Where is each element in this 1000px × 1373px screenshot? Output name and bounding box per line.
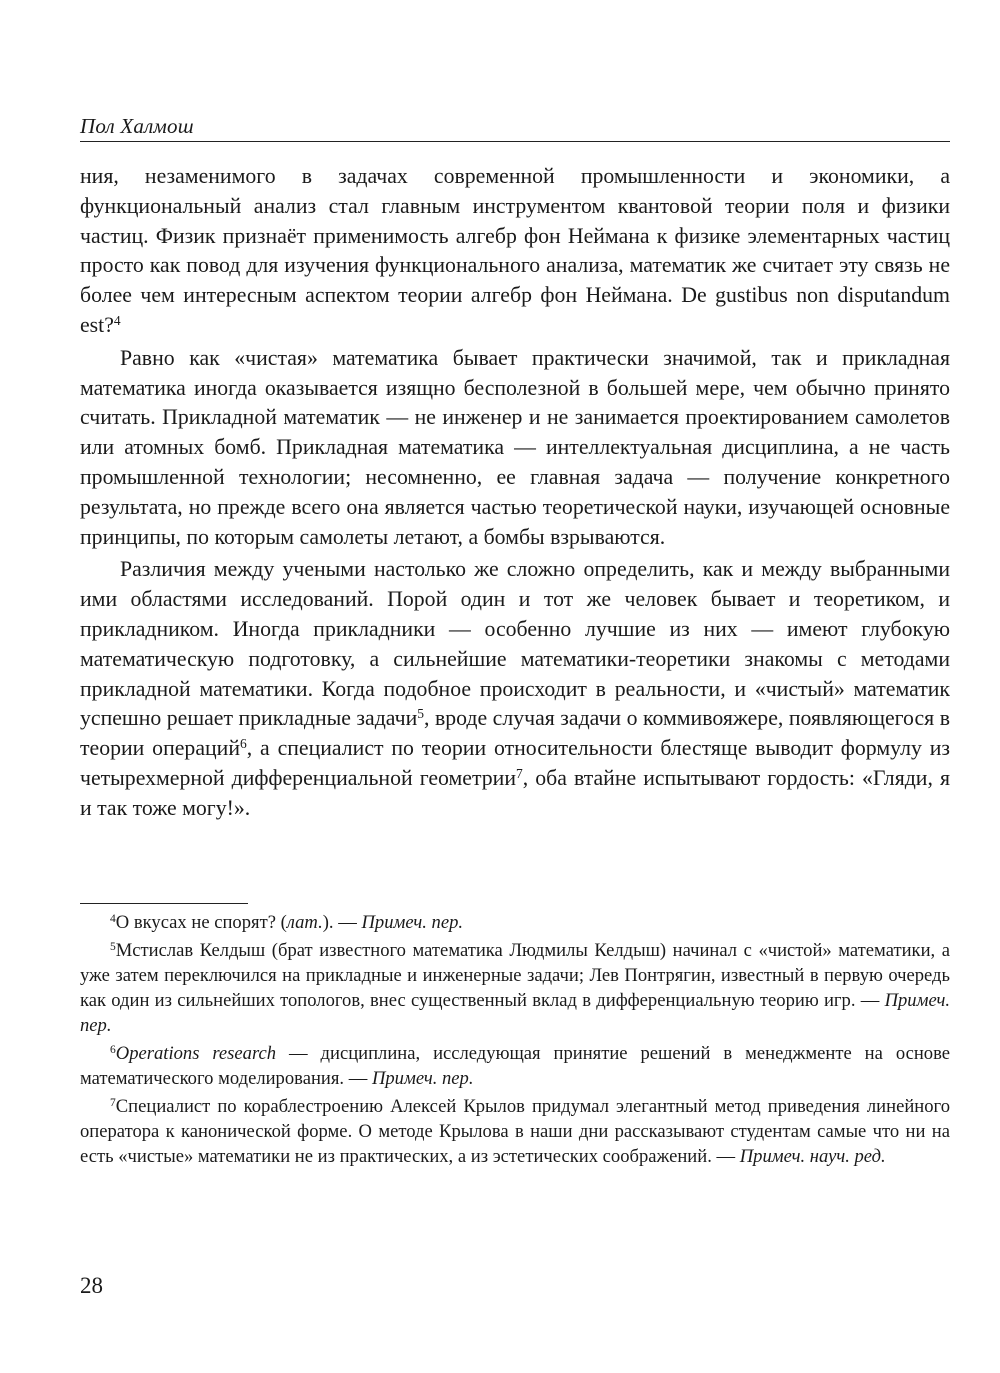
paragraph-text: Различия между учеными настолько же сложно определить, как и между выбранными ими областями исследований. Порой один и тот же человек бывает и теоретиком, и прикладником. Иногда прикладники — особенно лучшие из них — имеют глубокую математическую подготовку, а сильнейшие математики-теоретики знакомы с методами прикладной математики. Когда подобное происходит в реальности, и «чистый» математик успешно решает прикладные задачи bbox=[80, 557, 950, 731]
footnote-text: Специалист по кораблестроению Алексей Крылов придумал элегантный метод приведения линейного оператора к канонической форме. О методе Крылова в наши дни рассказывают студентам самые что ни на есть «чистые» математики не из практических, а из эстетических соображений. — bbox=[80, 1096, 950, 1167]
footnote-6 bbox=[80, 1041, 950, 1091]
footnote-attribution: Примеч. науч. ред. bbox=[739, 1146, 886, 1167]
paragraph-text: ния, незаменимого в задачах современной промышленности и экономики, а функциональный анализ стал главным инструментом квантовой теории поля и физики частиц. Физик признаёт применимость алгебр фон Неймана к физике элементарных частиц просто как повод для изучения функционального анализа, математик же считает эту связь не более чем интересным аспектом теории алгебр фон Неймана. De gustibus non disputandum est? bbox=[80, 164, 950, 337]
paragraph-text: , а специалист по теории относительности блестяще выводит формулу из четырехмерной дифференциальной геометрии bbox=[80, 736, 950, 790]
footnote-mark: 7 bbox=[110, 1096, 116, 1109]
page-number: 28 bbox=[80, 1273, 103, 1298]
footnote-text: О вкусах не спорят? ( bbox=[115, 912, 287, 933]
paragraph-text: , оба втайне испытывают гордость: «Гляди, я и так тоже могу!». bbox=[80, 765, 950, 820]
footnote-attribution: Примеч. пер. bbox=[361, 912, 464, 933]
footnote-text: ). — bbox=[322, 912, 362, 933]
paragraph-text: Равно как «чистая» математика бывает практически значимой, так и прикладная математика иногда оказывается изящно бесполезной в большей мере, чем обычно принято считать. Прикладной математик — не инженер и не занимается проектированием самолетов или атомных бомб. Прикладная математика — интеллектуальная дисциплина, а не часть промышленной технологии; несомненно, ее главная задача — получение конкретного результата, но прежде всего она является частью теоретической науки, изучающей основные принципы, по которым самолеты летают, а бомбы взрываются. bbox=[80, 345, 950, 549]
footnote-ref: 5 bbox=[417, 705, 424, 721]
footnote-attribution: Примеч. пер. bbox=[80, 990, 950, 1036]
paragraph-2 bbox=[80, 344, 950, 553]
paragraph-3 bbox=[80, 555, 950, 823]
footnote-5 bbox=[80, 938, 950, 1038]
footnote-7 bbox=[80, 1094, 950, 1169]
footnote-mark: 6 bbox=[110, 1043, 116, 1056]
footnote-4 bbox=[80, 910, 950, 935]
paragraph-1 bbox=[80, 162, 950, 341]
footnote-mark: 5 bbox=[110, 940, 116, 953]
footnote-ref: 4 bbox=[113, 312, 121, 328]
footnote-attribution: Примеч. пер. bbox=[371, 1068, 474, 1089]
footnote-mark: 4 bbox=[110, 912, 116, 925]
footnotes bbox=[80, 910, 950, 1169]
footnote-italic: лат. bbox=[286, 912, 323, 933]
footnote-rule bbox=[80, 903, 248, 904]
paragraph-text: , вроде случая задачи о коммивояжере, появляющегося в теории операций bbox=[80, 706, 950, 761]
main-text bbox=[80, 162, 950, 824]
footnote-text: Мстислав Келдыш (брат известного математика Людмилы Келдыш) начинал с «чистой» математики, а уже затем переключился на прикладные и инженерные задачи; Лев Понтрягин, известный в первую очередь как один из сильнейших топологов, внес существенный вклад в дифференциальную теорию игр. — bbox=[80, 940, 950, 1011]
footnote-ref: 7 bbox=[516, 765, 523, 781]
footnote-text: — дисциплина, исследующая принятие решений в менеджменте на основе математического моделирования. — bbox=[80, 1043, 951, 1089]
running-head: Пол Халмош bbox=[80, 114, 194, 138]
footnote-ref: 6 bbox=[239, 735, 247, 751]
header-rule bbox=[80, 141, 950, 142]
footnote-italic: Operations research bbox=[115, 1043, 277, 1064]
